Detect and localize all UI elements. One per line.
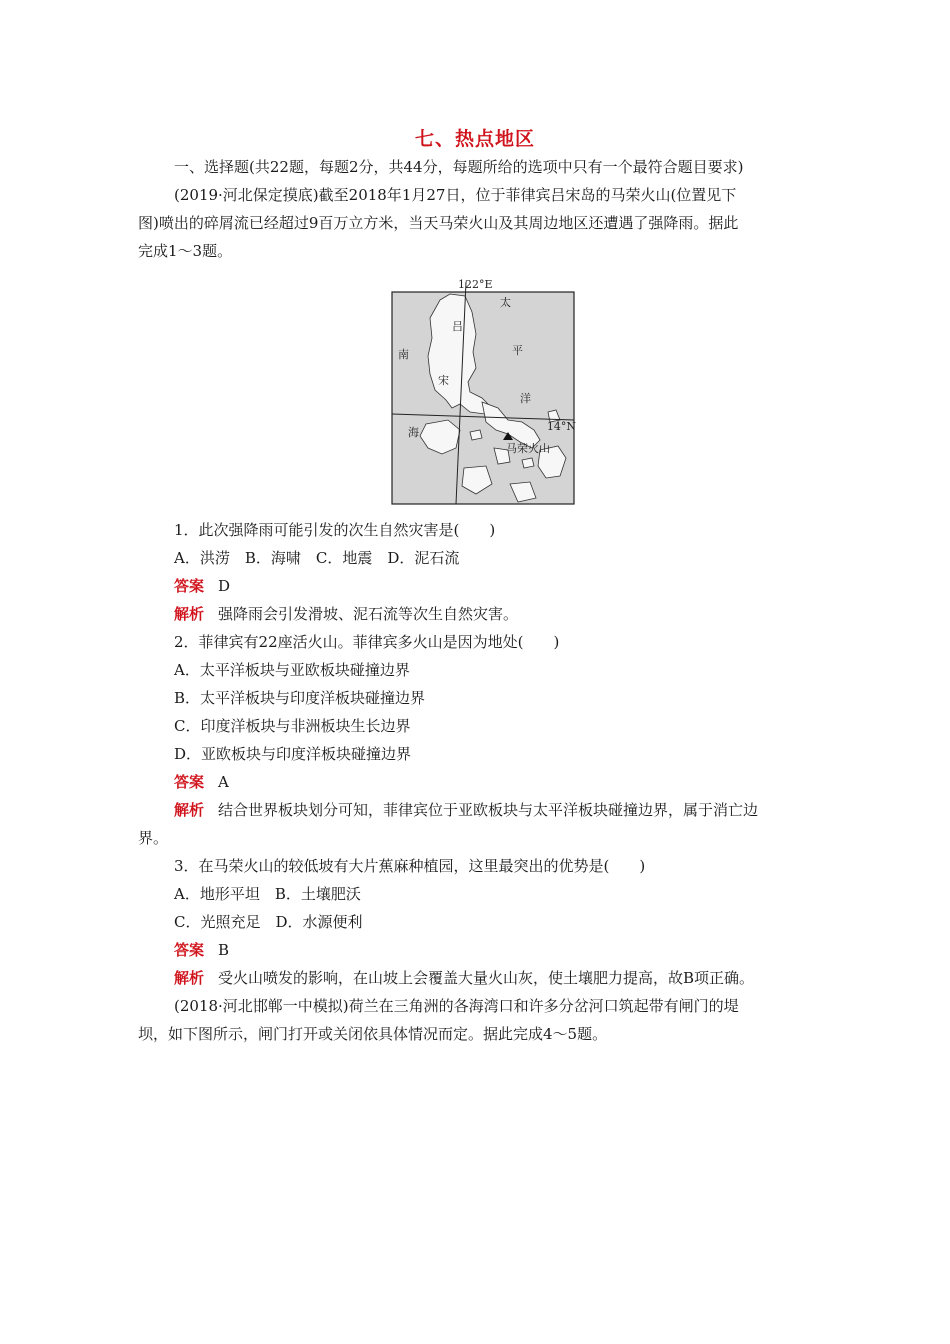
q3-answer-row bbox=[174, 940, 818, 960]
intro2-line-2: 坝，如下图所示，闸门打开或关闭依具体情况而定。据此完成4～5题。 bbox=[138, 1025, 608, 1043]
q1-answer: D bbox=[218, 577, 231, 595]
answer-label: 答案 bbox=[174, 773, 205, 791]
answer-label: 答案 bbox=[174, 941, 205, 959]
q2-analysis-row bbox=[174, 800, 818, 820]
q2-option-d: D．亚欧板块与印度洋板块碰撞边界 bbox=[174, 745, 412, 763]
q2-analysis-line-1: 结合世界板块划分可知，菲律宾位于亚欧板块与太平洋板块碰撞边界，属于消亡边 bbox=[218, 801, 759, 819]
luzon-map-figure bbox=[390, 272, 580, 512]
volcano-label: 马荣火山 bbox=[506, 442, 550, 455]
q2-stem: 2．菲律宾有22座活火山。菲律宾多火山是因为地处( ) bbox=[174, 633, 560, 651]
analysis-label: 解析 bbox=[174, 969, 205, 987]
q2-option-c: C．印度洋板块与非洲板块生长边界 bbox=[174, 717, 411, 735]
intro2-line-1: (2018·河北邯郸一中模拟)荷兰在三角洲的各海湾口和许多分岔河口筑起带有闸门的堤 bbox=[174, 997, 739, 1015]
q1-answer-row bbox=[174, 576, 818, 596]
q1-stem: 1．此次强降雨可能引发的次生自然灾害是( ) bbox=[174, 521, 496, 539]
longitude-label: 122°E bbox=[458, 278, 493, 291]
q2-analysis-line-2: 界。 bbox=[138, 829, 169, 847]
q3-analysis-row bbox=[174, 968, 818, 988]
map-label-tai: 太 bbox=[500, 296, 511, 309]
page-title: 七、热点地区 bbox=[414, 128, 535, 150]
q2-option-a: A．太平洋板块与亚欧板块碰撞边界 bbox=[174, 661, 410, 679]
q2-option-b: B．太平洋板块与印度洋板块碰撞边界 bbox=[174, 689, 426, 707]
q3-options-row-1: A．地形平坦 B．土壤肥沃 bbox=[174, 885, 361, 903]
q1-options: A．洪涝 B．海啸 C．地震 D．泥石流 bbox=[174, 549, 460, 567]
map-label-yang: 洋 bbox=[520, 392, 531, 405]
section-header: 一、选择题(共22题，每题2分，共44分，每题所给的选项中只有一个最符合题目要求) bbox=[174, 158, 744, 176]
map-label-lv: 吕 bbox=[452, 320, 463, 333]
q2-answer-row bbox=[174, 772, 818, 792]
island-small-east bbox=[522, 458, 534, 468]
q3-analysis: 受火山喷发的影响，在山坡上会覆盖大量火山灰，使土壤肥力提高，故B项正确。 bbox=[218, 969, 755, 987]
map-label-hai: 海 bbox=[408, 426, 419, 439]
analysis-label: 解析 bbox=[174, 605, 205, 623]
map-label-nan: 南 bbox=[398, 348, 409, 361]
q3-stem: 3．在马荣火山的较低坡有大片蕉麻种植园，这里最突出的优势是( ) bbox=[174, 857, 646, 875]
q2-answer: A bbox=[218, 773, 229, 791]
map-label-song: 宋 bbox=[438, 374, 449, 387]
q3-options-row-2: C．光照充足 D．水源便利 bbox=[174, 913, 363, 931]
map-svg bbox=[390, 272, 580, 512]
q3-answer: B bbox=[218, 941, 230, 959]
intro-paragraph-line-2: 图)喷出的碎屑流已经超过9百万立方米，当天马荣火山及其周边地区还遭遇了强降雨。据此 bbox=[138, 214, 739, 232]
intro-paragraph-line-3: 完成1～3题。 bbox=[138, 242, 233, 260]
q1-analysis-row bbox=[174, 604, 818, 624]
latitude-label: 14°N bbox=[546, 420, 576, 433]
q1-analysis: 强降雨会引发滑坡、泥石流等次生自然灾害。 bbox=[218, 605, 519, 623]
answer-label: 答案 bbox=[174, 577, 205, 595]
analysis-label: 解析 bbox=[174, 801, 205, 819]
map-label-ping: 平 bbox=[512, 344, 523, 357]
intro-paragraph-line-1: (2019·河北保定摸底)截至2018年1月27日，位于菲律宾吕宋岛的马荣火山(位置见下 bbox=[174, 186, 737, 204]
island-marinduque bbox=[470, 430, 482, 440]
